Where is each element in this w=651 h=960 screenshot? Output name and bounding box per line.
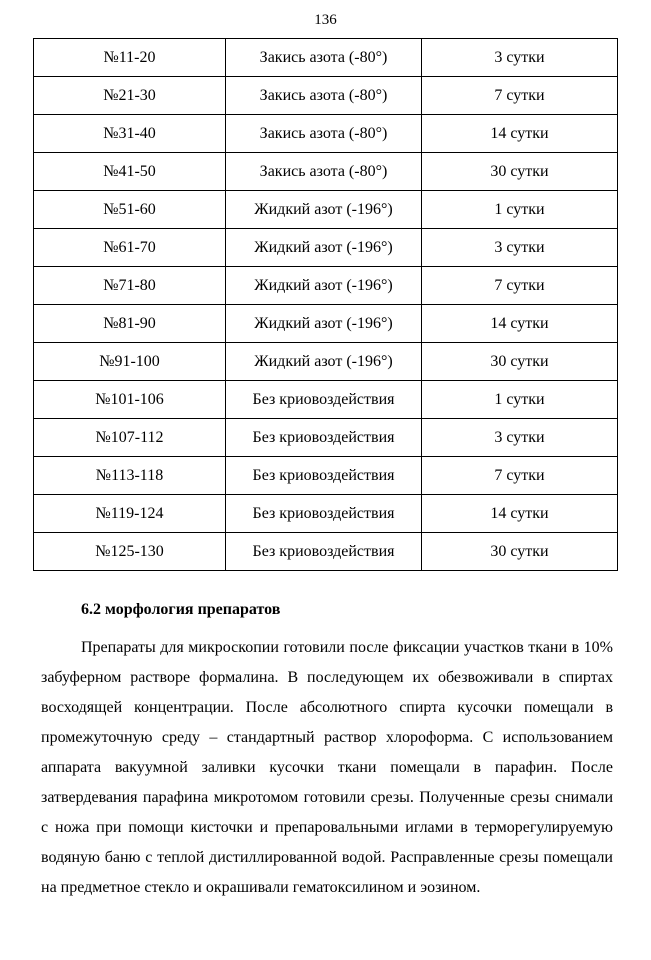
table-cell-duration: 30 сутки xyxy=(422,343,618,381)
table-row xyxy=(34,533,618,571)
table-cell-treatment: Жидкий азот (-196°) xyxy=(226,191,422,229)
table-row xyxy=(34,457,618,495)
table-row xyxy=(34,77,618,115)
table-cell-duration: 3 сутки xyxy=(422,229,618,267)
table-cell-treatment: Жидкий азот (-196°) xyxy=(226,305,422,343)
page-number: 136 xyxy=(314,12,337,28)
table-cell-duration: 30 сутки xyxy=(422,533,618,571)
table-row xyxy=(34,191,618,229)
table-cell-treatment: Закись азота (-80°) xyxy=(226,153,422,191)
table-cell-sample-range: №41-50 xyxy=(34,153,226,191)
table-cell-treatment: Без криовоздействия xyxy=(226,419,422,457)
table-cell-duration: 1 сутки xyxy=(422,191,618,229)
table-cell-duration: 1 сутки xyxy=(422,381,618,419)
table-cell-duration: 14 сутки xyxy=(422,305,618,343)
table-cell-duration: 14 сутки xyxy=(422,495,618,533)
table-cell-sample-range: №21-30 xyxy=(34,77,226,115)
table-row xyxy=(34,343,618,381)
table-cell-treatment: Закись азота (-80°) xyxy=(226,115,422,153)
table-cell-treatment: Закись азота (-80°) xyxy=(226,77,422,115)
table-cell-duration: 7 сутки xyxy=(422,457,618,495)
table-cell-sample-range: №119-124 xyxy=(34,495,226,533)
table-cell-treatment: Без криовоздействия xyxy=(226,381,422,419)
table-row xyxy=(34,381,618,419)
samples-table xyxy=(33,38,618,571)
table-cell-treatment: Без криовоздействия xyxy=(226,533,422,571)
table-cell-sample-range: №51-60 xyxy=(34,191,226,229)
table-cell-sample-range: №107-112 xyxy=(34,419,226,457)
table-cell-duration: 14 сутки xyxy=(422,115,618,153)
table-cell-sample-range: №61-70 xyxy=(34,229,226,267)
table-row xyxy=(34,419,618,457)
table-cell-duration: 3 сутки xyxy=(422,419,618,457)
table-cell-sample-range: №113-118 xyxy=(34,457,226,495)
table-cell-duration: 3 сутки xyxy=(422,39,618,77)
table-cell-treatment: Без криовоздействия xyxy=(226,495,422,533)
table-row xyxy=(34,115,618,153)
table-row xyxy=(34,267,618,305)
table-cell-sample-range: №101-106 xyxy=(34,381,226,419)
table-row xyxy=(34,229,618,267)
table-cell-treatment: Без криовоздействия xyxy=(226,457,422,495)
table-row xyxy=(34,39,618,77)
table-row xyxy=(34,153,618,191)
table-cell-duration: 7 сутки xyxy=(422,77,618,115)
table-cell-sample-range: №81-90 xyxy=(34,305,226,343)
table-cell-duration: 30 сутки xyxy=(422,153,618,191)
table-cell-sample-range: №71-80 xyxy=(34,267,226,305)
table-row xyxy=(34,305,618,343)
table-cell-sample-range: №31-40 xyxy=(34,115,226,153)
table-cell-sample-range: №11-20 xyxy=(34,39,226,77)
table-cell-duration: 7 сутки xyxy=(422,267,618,305)
table-row xyxy=(34,495,618,533)
table-cell-sample-range: №125-130 xyxy=(34,533,226,571)
body-paragraph: Препараты для микроскопии готовили после фиксации участков ткани в 10% забуферном растворе формалина. В последующем их обезвоживали в спиртах восходящей концентрации. После абсолютного спирта кусочки помещали в промежуточную среду – стандартный раствор хлороформа. С использованием аппарата вакуумной заливки кусочки ткани помещали в парафин. После затвердевания парафина микротомом готовили срезы. Полученные срезы снимали с ножа при помощи кисточки и препаровальными иглами в терморегулируемую водяную баню с теплой дистиллированной водой. Расправленные срезы помещали на предметное стекло и окрашивали гематоксилином и эозином. xyxy=(41,639,613,896)
table-cell-treatment: Жидкий азот (-196°) xyxy=(226,343,422,381)
table-cell-treatment: Жидкий азот (-196°) xyxy=(226,267,422,305)
table-cell-sample-range: №91-100 xyxy=(34,343,226,381)
table-cell-treatment: Жидкий азот (-196°) xyxy=(226,229,422,267)
table-cell-treatment: Закись азота (-80°) xyxy=(226,39,422,77)
section-heading: 6.2 морфология препаратов xyxy=(81,601,281,618)
